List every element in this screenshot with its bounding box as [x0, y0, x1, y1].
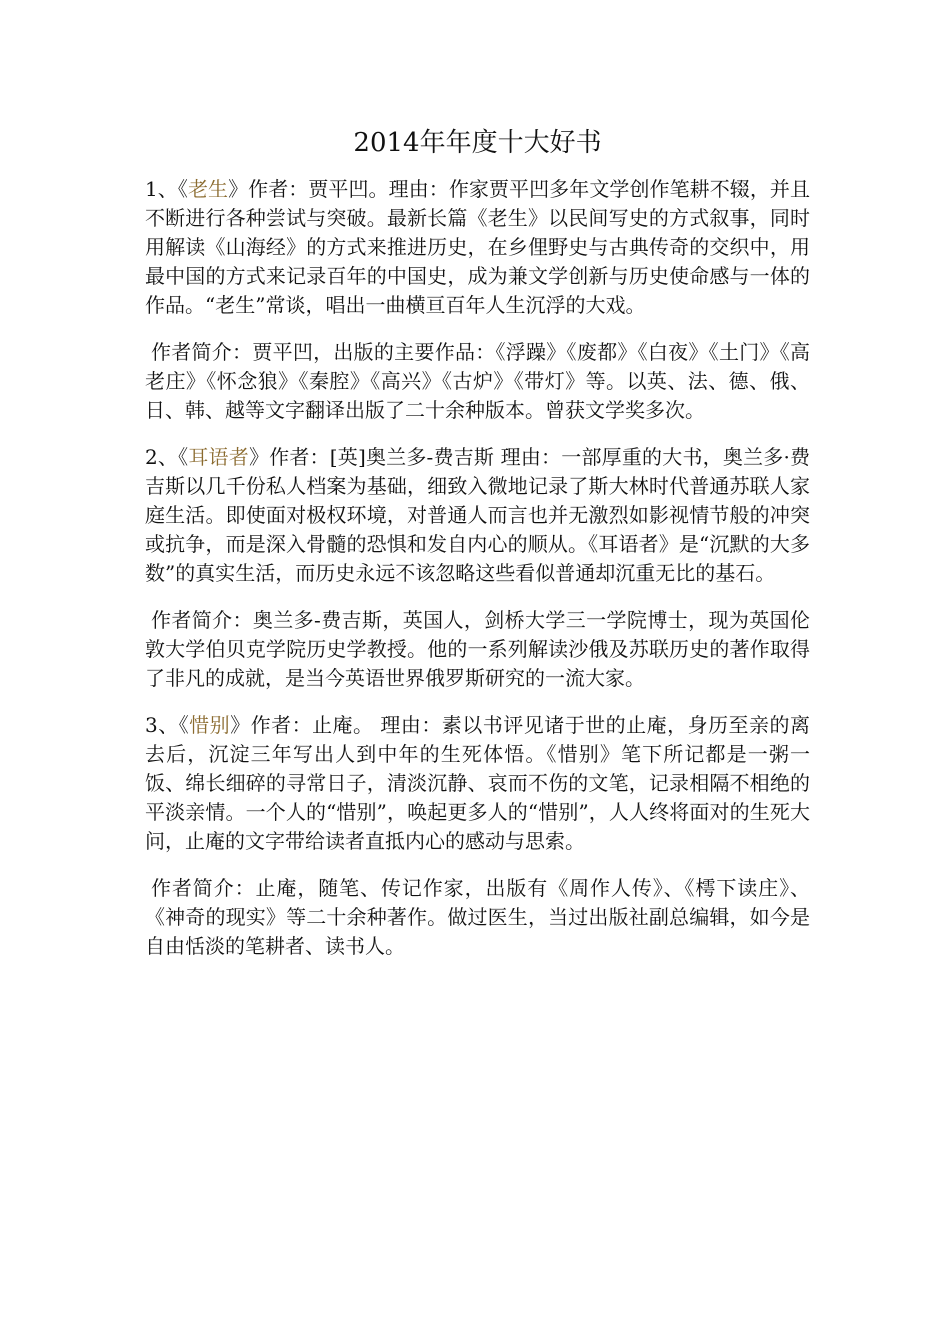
document-title: 2014年年度十大好书	[353, 128, 602, 158]
book-1-author-intro: 作者简介：贾平凹，出版的主要作品：《浮躁》《废都》《白夜》《土门》《高老庄》《怀念狼》《秦腔》《高兴》《古炉》《带灯》等。以英、法、德、俄、日、韩、越等文字翻译出版了二十余种版本。曾获文学奖多次。	[145, 340, 810, 422]
book-3-author-intro: 作者简介：止庵，随笔、传记作家，出版有《周作人传》、《樗下读庄》、《神奇的现实》等二十余种著作。做过医生，当过出版社副总编辑，如今是自由恬淡的笔耕者、读书人。	[145, 876, 810, 958]
book-2-author-intro: 作者简介：奥兰多-费吉斯，英国人，剑桥大学三一学院博士，现为英国伦敦大学伯贝克学院历史学教授。他的一系列解读沙俄及苏联历史的著作取得了非凡的成就，是当今英语世界俄罗斯研究的一流大家。	[145, 608, 810, 690]
book-3-reason: 》作者：止庵。 理由：素以书评见诸于世的止庵，身历至亲的离去后，沉淀三年写出人到中年的生死体悟。《惜别》笔下所记都是一粥一饭、绵长细碎的寻常日子，清淡沉静、哀而不伤的文笔，记录相隔不相绝的平淡亲情。一个人的“惜别”，唤起更多人的“惜别”，人人终将面对的生死大问，止庵的文字带给读者直抵内心的感动与思索。	[145, 713, 810, 853]
book-1-reason: 》作者：贾平凹。理由：作家贾平凹多年文学创作笔耕不辍，并且不断进行各种尝试与突破。最新长篇《老生》以民间写史的方式叙事，同时用解读《山海经》的方式来推进历史，在乡俚野史与古典传奇的交织中，用最中国的方式来记录百年的中国史，成为兼文学创新与历史使命感与一体的作品。“老生”常谈，唱出一曲横亘百年人生沉浮的大戏。	[145, 177, 811, 317]
book-entry-1	[145, 175, 810, 320]
book-1-prefix: 1、《	[145, 177, 188, 201]
book-3-prefix: 3、《	[145, 713, 190, 737]
book-entry-2	[145, 443, 810, 588]
book-2-prefix: 2、《	[145, 445, 189, 469]
book-2-reason: 》作者：[英]奥兰多-费吉斯 理由：一部厚重的大书，奥兰多·费吉斯以几千份私人档案为基础，细致入微地记录了斯大林时代普通苏联人家庭生活。即使面对极权环境，对普通人而言也并无激烈如影视情节般的冲突或抗争，而是深入骨髓的恐惧和发自内心的顺从。《耳语者》是“沉默的大多数”的真实生活，而历史永远不该忽略这些看似普通却沉重无比的基石。	[145, 445, 811, 585]
book-1-title-link[interactable]: 老生	[187, 177, 229, 201]
book-3-title-link[interactable]: 惜别	[189, 713, 231, 737]
book-entry-3	[145, 711, 810, 856]
book-2-title-link[interactable]: 耳语者	[188, 445, 249, 469]
document-page	[145, 125, 810, 979]
